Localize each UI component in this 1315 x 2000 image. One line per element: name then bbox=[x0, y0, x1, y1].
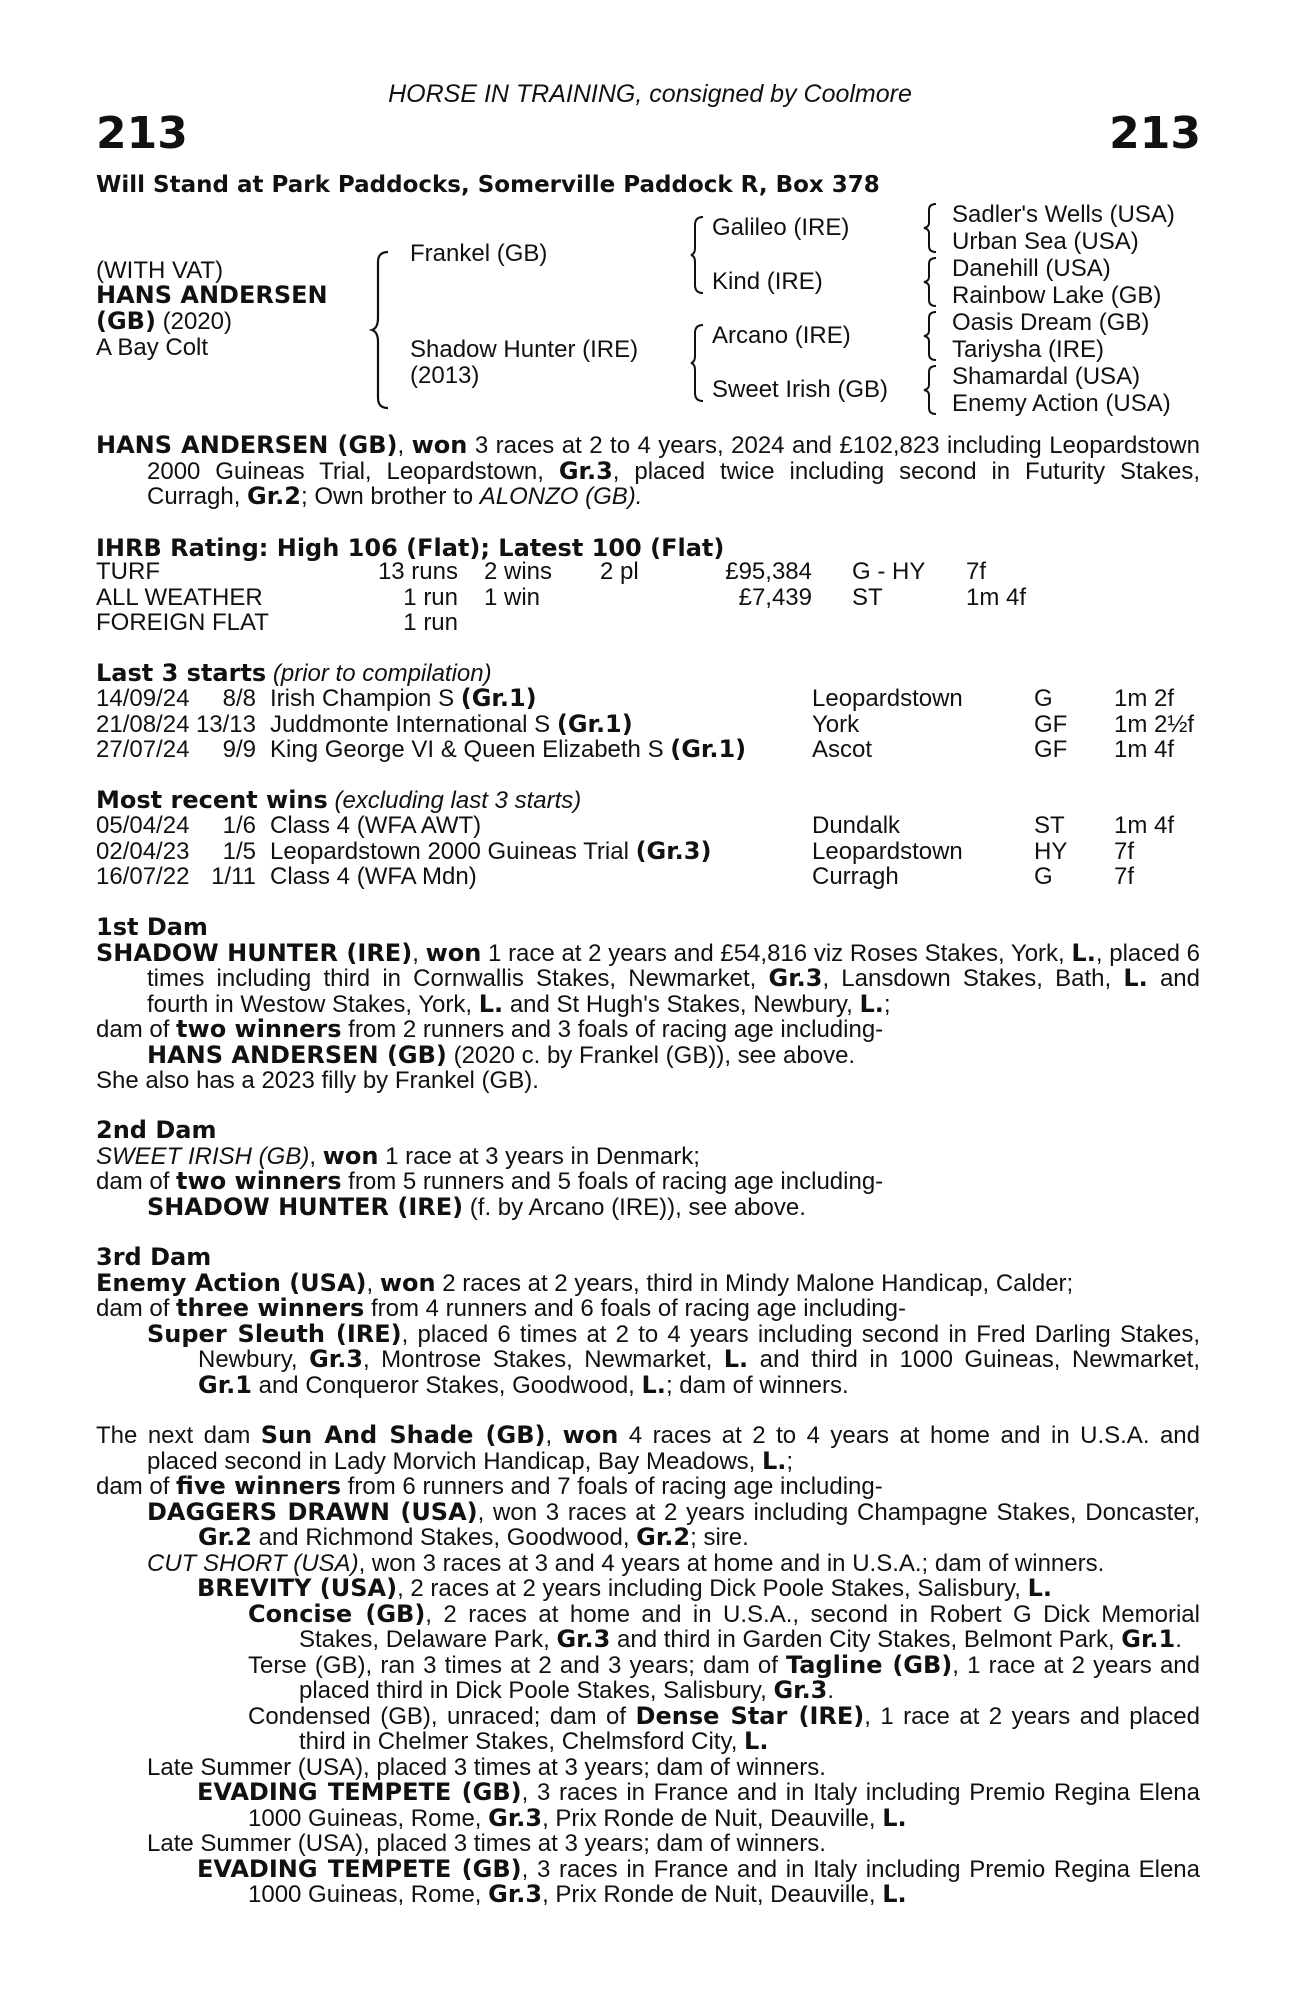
stabling-info: Will Stand at Park Paddocks, Somerville Paddock R, Box 378 bbox=[96, 172, 880, 198]
last-starts-table bbox=[96, 686, 1194, 763]
horse-name: HANS ANDERSEN bbox=[96, 281, 328, 309]
race-summary: HANS ANDERSEN (GB), won 3 races at 2 to 4 years, 2024 and £102,823 including Leopardstown 2000 Guineas Trial, Leopardstown, Gr.3, placed twice including second in Futurity Stakes, Curragh, Gr.2; Own brother to ALONZO (GB). bbox=[96, 431, 1201, 510]
pedigree-g8: Enemy Action (USA) bbox=[952, 390, 1171, 417]
pedigree-bracket-g1 bbox=[922, 202, 938, 254]
recent-wins-heading: Most recent wins (excluding last 3 starts) bbox=[96, 786, 582, 814]
pedigree-g5: Oasis Dream (GB) bbox=[952, 309, 1150, 336]
table-row: TURF 13 runs 2 wins 2 pl £95,384 G - HY 7f bbox=[96, 558, 987, 585]
horse-country: (GB) bbox=[96, 307, 156, 335]
pedigree-dam-sire: Arcano (IRE) bbox=[712, 322, 851, 349]
lot-number-right: 213 bbox=[1109, 108, 1201, 159]
pedigree-g1: Sadler's Wells (USA) bbox=[952, 201, 1175, 228]
pedigree-g3: Danehill (USA) bbox=[952, 255, 1111, 282]
catalogue-header: HORSE IN TRAINING, consigned by Coolmore bbox=[388, 80, 912, 108]
table-row: FOREIGN FLAT 1 run bbox=[96, 609, 458, 636]
pedigree-bracket-main bbox=[370, 250, 390, 410]
pedigree-bracket-g4 bbox=[922, 364, 938, 416]
pedigree-g7: Shamardal (USA) bbox=[952, 363, 1141, 390]
pedigree-bracket-sire bbox=[689, 215, 705, 295]
table-row: 14/09/24 8/8 Irish Champion S (Gr.1) Leopardstown G 1m 2f bbox=[96, 684, 1175, 712]
pedigree-dam-dam: Sweet Irish (GB) bbox=[712, 376, 889, 403]
pedigree-bracket-g3 bbox=[922, 310, 938, 362]
table-row: 27/07/24 9/9 King George VI & Queen Elizabeth S (Gr.1) Ascot GF 1m 4f bbox=[96, 735, 1175, 763]
second-dam-section: 2nd Dam SWEET IRISH (GB), won 1 race at 3 years in Denmark; dam of two winners from 5 runners and 5 foals of racing age including- SHADOW HUNTER (IRE) (f. by Arcano (IRE)), see above. bbox=[96, 1116, 884, 1221]
lot-number-left: 213 bbox=[96, 108, 188, 159]
rating-table bbox=[96, 559, 1026, 636]
last-starts-heading: Last 3 starts (prior to compilation) bbox=[96, 659, 492, 687]
pedigree-g4: Rainbow Lake (GB) bbox=[952, 282, 1162, 309]
pedigree-bracket-dam bbox=[689, 323, 705, 403]
recent-wins-table bbox=[96, 813, 1174, 890]
pedigree-g6: Tariysha (IRE) bbox=[952, 336, 1105, 363]
vat-label: (WITH VAT) bbox=[96, 257, 224, 284]
next-dam-section: The next dam Sun And Shade (GB), won 4 races at 2 to 4 years at home and in U.S.A. and placed second in Lady Morvich Handicap, Bay Meadows, L.; dam of five winners from 6 runners and 7 foals of racing age including- DAGGERS DRAWN (USA), won 3 races at 2 years including Champagne Stakes, Doncaster, Gr.2 and Richmond Stakes, Goodwood, Gr.2; sire. CUT SHORT (USA), won 3 races at 3 and 4 years at home and in U.S.A.; dam of winners. BREVITY (USA), 2 races at 2 years including Dick Poole Stakes, Salisbury, L. Concise (GB), 2 races at home and in U.S.A., second in Robert G Dick Memorial Stakes, Delaware Park, Gr.3 and third in Garden City Stakes, Belmont Park, Gr.1. Terse (GB), ran 3 times at 2 and 3 years; dam of Tagline (GB), 1 race at 2 years and placed third in Dick Poole Stakes, Salisbury, Gr.3. Condensed (GB), unraced; dam of Dense Star (IRE), 1 race at 2 years and placed third in Chelmer Stakes, Chelmsford City, L. Late Summer (USA), placed 3 times at 3 years; dam of winners. EVADING TEMPETE (GB), 3 races in France and in Italy including Premio Regina Elena 1000 Guineas, Rome, Gr.3, Prix Ronde de Nuit, Deauville, L. Late Summer (USA), placed 3 times at 3 years; dam of winners. EVADING TEMPETE (GB), 3 races in France and in Italy including Premio Regina Elena 1000 Guineas, Rome, Gr.3, Prix Ronde de Nuit, Deauville, L. bbox=[96, 1421, 1201, 1908]
pedigree-g2: Urban Sea (USA) bbox=[952, 228, 1139, 255]
pedigree-bracket-g2 bbox=[922, 256, 938, 308]
third-dam-section: 3rd Dam Enemy Action (USA), won 2 races at 2 years, third in Mindy Malone Handicap, Calder; dam of three winners from 4 runners and 6 foals of racing age including- Super Sleuth (IRE), placed 6 times at 2 to 4 years including second in Fred Darling Stakes, Newbury, Gr.3, Montrose Stakes, Newmarket, L. and third in 1000 Guineas, Newmarket, Gr.1 and Conqueror Stakes, Goodwood, L.; dam of winners. bbox=[96, 1243, 1200, 1399]
horse-country-year bbox=[96, 309, 232, 334]
table-row: ALL WEATHER 1 run 1 win £7,439 ST 1m 4f bbox=[96, 583, 1027, 611]
horse-description: A Bay Colt bbox=[96, 334, 209, 361]
pedigree-sire: Frankel (GB) bbox=[410, 240, 548, 267]
pedigree-dam-year: (2013) bbox=[410, 362, 480, 389]
first-dam-section: 1st Dam SHADOW HUNTER (IRE), won 1 race at 2 years and £54,816 viz Roses Stakes, York, L., placed 6 times including third in Cornwallis Stakes, Newmarket, Gr.3, Lansdown Stakes, Bath, L. and fourth in Westow Stakes, York, L. and St Hugh's Stakes, Newbury, L.; dam of two winners from 2 runners and 3 foals of racing age including- HANS ANDERSEN (GB) (2020 c. by Frankel (GB)), see above. She also has a 2023 filly by Frankel (GB). bbox=[96, 913, 1200, 1094]
pedigree-sire-sire: Galileo (IRE) bbox=[712, 214, 850, 241]
table-row: 21/08/24 13/13 Juddmonte International S (Gr.1) York GF 1m 2½f bbox=[96, 709, 1195, 738]
horse-year: (2020) bbox=[162, 308, 232, 335]
pedigree-dam: Shadow Hunter (IRE) bbox=[410, 336, 639, 363]
table-row: 02/04/23 1/5 Leopardstown 2000 Guineas Trial (Gr.3) Leopardstown HY 7f bbox=[96, 836, 1135, 865]
rating-heading: IHRB Rating: High 106 (Flat); Latest 100 (Flat) bbox=[96, 534, 725, 562]
pedigree-sire-dam: Kind (IRE) bbox=[712, 268, 823, 295]
table-row: 16/07/22 1/11 Class 4 (WFA Mdn) Curragh G 7f bbox=[96, 863, 1135, 890]
table-row: 05/04/24 1/6 Class 4 (WFA AWT) Dundalk ST 1m 4f bbox=[96, 812, 1175, 839]
